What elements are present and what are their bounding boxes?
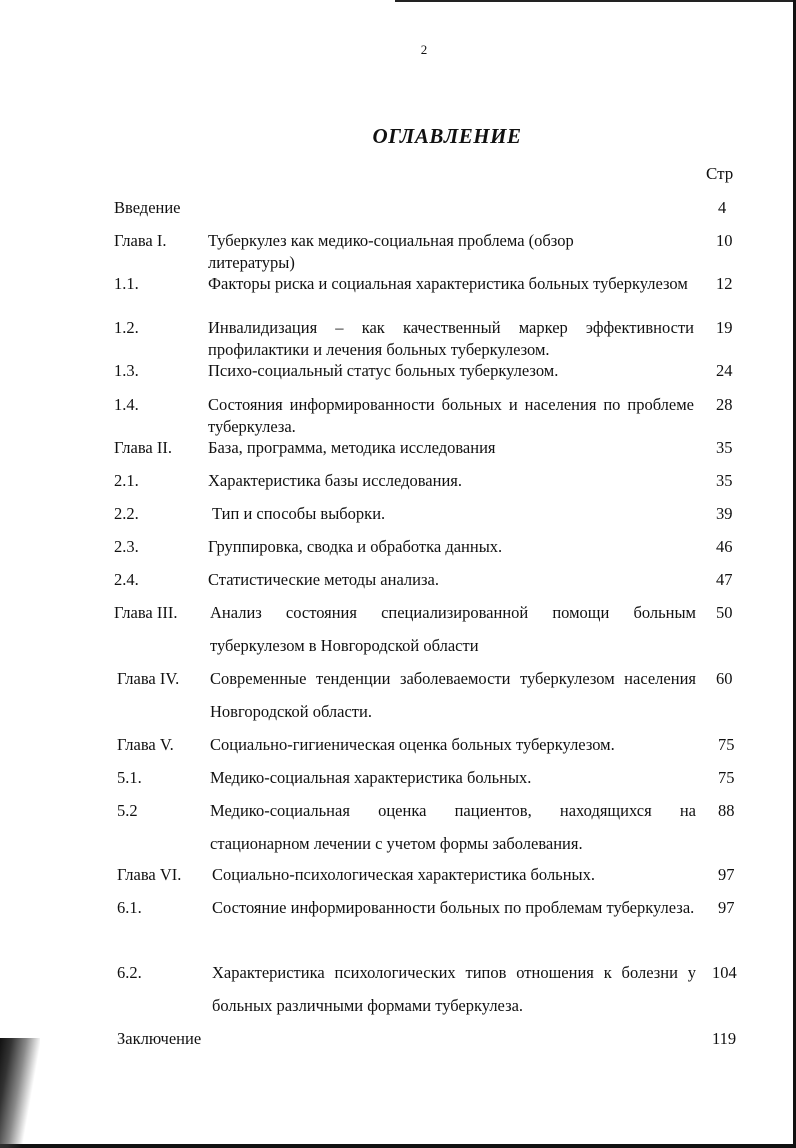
toc-entry-title: Инвалидизация – как качественный маркер эффективности профилактики и лечения больных туберкулезом. — [208, 318, 694, 359]
toc-entry-page: 88 — [718, 801, 735, 820]
toc-entry-page: 35 — [716, 471, 733, 490]
toc-entry-title: Социально-психологическая характеристика больных. — [212, 865, 595, 884]
toc-entry-title: Медико-социальная характеристика больных. — [210, 768, 532, 787]
toc-entry-page: 97 — [718, 898, 735, 917]
toc-entry-title: Медико-социальная оценка пациентов, находящихся на стационарном лечении с учетом формы заболевания. — [210, 801, 696, 853]
toc-entry-title: База, программа, методика исследования — [208, 438, 496, 457]
page-title: ОГЛАВЛЕНИЕ — [372, 124, 522, 148]
toc-entry-page: 104 — [712, 963, 737, 982]
toc-entry-number: Глава III. — [114, 603, 178, 622]
toc-entry-number: Глава IV. — [117, 669, 180, 688]
toc-entry-page: 35 — [716, 438, 733, 457]
toc-entry-page: 24 — [716, 361, 733, 380]
toc-entry-number: 2.4. — [114, 570, 139, 589]
toc-entry-page: 28 — [716, 395, 733, 414]
toc-entry-number: 5.1. — [117, 768, 142, 787]
toc-entry-title: Состояние информированности больных по проблемам туберкулеза. — [212, 898, 695, 917]
toc-entry-title: Группировка, сводка и обработка данных. — [208, 537, 503, 556]
toc-entry-title: Факторы риска и социальная характеристика больных туберкулезом — [208, 274, 688, 293]
toc-entry-page: 50 — [716, 603, 733, 622]
toc-entry-number: 2.2. — [114, 504, 139, 523]
toc-entry-number: 2.3. — [114, 537, 139, 556]
toc-entry-number: 1.3. — [114, 361, 139, 380]
toc-entry-number: Глава I. — [114, 231, 167, 250]
toc-entry-page: 4 — [718, 198, 727, 217]
toc-entry-number: 1.2. — [114, 318, 139, 337]
page-edge-bottom — [0, 1144, 796, 1148]
toc-entry-number: Глава II. — [114, 438, 172, 457]
toc-entry-page: 39 — [716, 504, 733, 523]
toc-entry-title: Психо-социальный статус больных туберкулезом. — [208, 361, 559, 380]
toc-entry-title: Анализ состояния специализированной помощи больным туберкулезом в Новгородской области — [210, 603, 696, 655]
toc-entry-title: Состояния информированности больных и населения по проблеме туберкулеза. — [208, 395, 694, 436]
toc-entry-title: Характеристика психологических типов отношения к болезни у больных различными формами туберкулеза. — [212, 963, 696, 1015]
toc-entry-number: 5.2 — [117, 801, 138, 820]
scan-shadow — [0, 1038, 40, 1148]
toc-entry-title: Социально-гигиеническая оценка больных туберкулезом. — [210, 735, 615, 754]
toc-entry-title: Туберкулез как медико-социальная проблема (обзор литературы) — [208, 231, 574, 272]
toc-entry-number: 1.4. — [114, 395, 139, 414]
toc-entry-page: 75 — [718, 768, 735, 787]
toc-entry-number: 6.1. — [117, 898, 142, 917]
toc-entry-page: 19 — [716, 318, 733, 337]
toc-entry-number: 2.1. — [114, 471, 139, 490]
toc-entry-title: Современные тенденции заболеваемости туберкулезом населения Новгородской области. — [210, 669, 696, 721]
page-edge-top — [395, 0, 796, 2]
toc-entry-page: 47 — [716, 570, 733, 589]
page-column-header: Стр — [706, 164, 734, 183]
toc-entry-number: Заключение — [117, 1029, 202, 1048]
toc-entry-number: Введение — [114, 198, 181, 217]
toc-entry-page: 12 — [716, 274, 733, 293]
toc-entry-page: 46 — [716, 537, 733, 556]
toc-entry-title: Статистические методы анализа. — [208, 570, 439, 589]
toc-entry-page: 10 — [716, 231, 733, 250]
toc-entry-page: 119 — [712, 1029, 737, 1048]
toc-entry-page: 75 — [718, 735, 735, 754]
toc-entry-number: Глава V. — [117, 735, 174, 754]
toc-entry-number: 6.2. — [117, 963, 142, 982]
page-number: 2 — [420, 42, 428, 57]
toc-entry-page: 97 — [718, 865, 735, 884]
toc-entry-title: Характеристика базы исследования. — [208, 471, 462, 490]
toc-entry-number: 1.1. — [114, 274, 139, 293]
toc-entry-title: Тип и способы выборки. — [212, 504, 386, 523]
toc-entry-number: Глава VI. — [117, 865, 182, 884]
toc-entry-page: 60 — [716, 669, 733, 688]
